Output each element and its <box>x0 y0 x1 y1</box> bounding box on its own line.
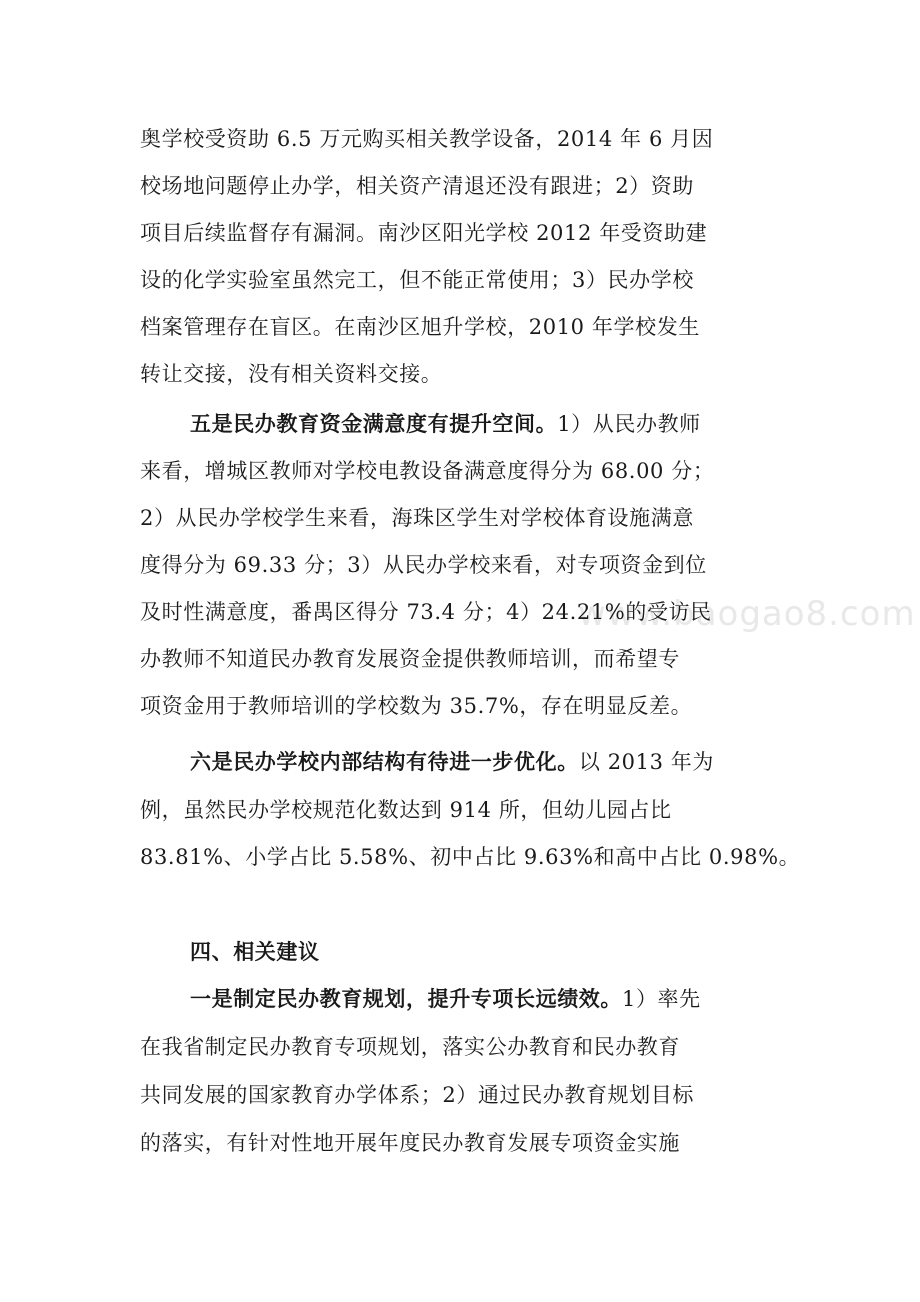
text-line: 校场地问题停止办学，相关资产清退还没有跟进；2）资助 <box>140 174 694 198</box>
text-line: 83.81%、小学占比 5.58%、初中占比 9.63%和高中占比 0.98%。 <box>140 845 801 869</box>
text-line: 及时性满意度，番禺区得分 73.4 分；4）24.21%的受访民 <box>140 600 712 624</box>
paragraph-first-line <box>190 409 701 439</box>
text-line: 度得分为 69.33 分；3）从民办学校来看，对专项资金到位 <box>140 553 707 577</box>
text-line: 2）从民办学校学生来看，海珠区学生对学校体育设施满意 <box>140 506 694 530</box>
text-line: 项目后续监督存有漏洞。南沙区阳光学校 2012 年受资助建 <box>140 221 708 245</box>
text-line: 奥学校受资助 6.5 万元购买相关教学设备，2014 年 6 月因 <box>140 127 714 151</box>
text-line: 转让交接，没有相关资料交接。 <box>140 362 443 386</box>
text-line: 档案管理存在盲区。在南沙区旭升学校，2010 年学校发生 <box>140 315 700 339</box>
text-run: 1）率先 <box>622 987 701 1011</box>
text-line: 共同发展的国家教育办学体系；2）通过民办教育规划目标 <box>140 1083 694 1107</box>
paragraph-heading: 六是民办学校内部结构有待进一步优化。 <box>190 749 579 774</box>
paragraph-heading: 一是制定民办教育规划，提升专项长远绩效。 <box>190 986 622 1011</box>
paragraph-heading: 五是民办教育资金满意度有提升空间。 <box>190 411 558 436</box>
watermark: www.baogao8.com <box>578 594 916 634</box>
section-heading: 四、相关建议 <box>190 939 320 964</box>
text-line: 办教师不知道民办教育发展资金提供教师培训，而希望专 <box>140 647 680 671</box>
text-line: 项资金用于教师培训的学校数为 35.7%，存在明显反差。 <box>140 694 693 718</box>
text-line: 来看，增城区教师对学校电教设备满意度得分为 68.00 分； <box>140 459 715 483</box>
text-line: 在我省制定民办教育专项规划，落实公办教育和民办教育 <box>140 1035 680 1059</box>
text-run: 以 2013 年为 <box>578 750 715 774</box>
paragraph-first-line <box>190 984 701 1014</box>
paragraph-first-line <box>190 747 714 777</box>
text-line: 例，虽然民办学校规范化数达到 914 所，但幼儿园占比 <box>140 798 672 822</box>
text-run: 1）从民办教师 <box>557 412 701 436</box>
text-line: 设的化学实验室虽然完工，但不能正常使用；3）民办学校 <box>140 268 694 292</box>
text-line: 的落实，有针对性地开展年度民办教育发展专项资金实施 <box>140 1131 680 1155</box>
